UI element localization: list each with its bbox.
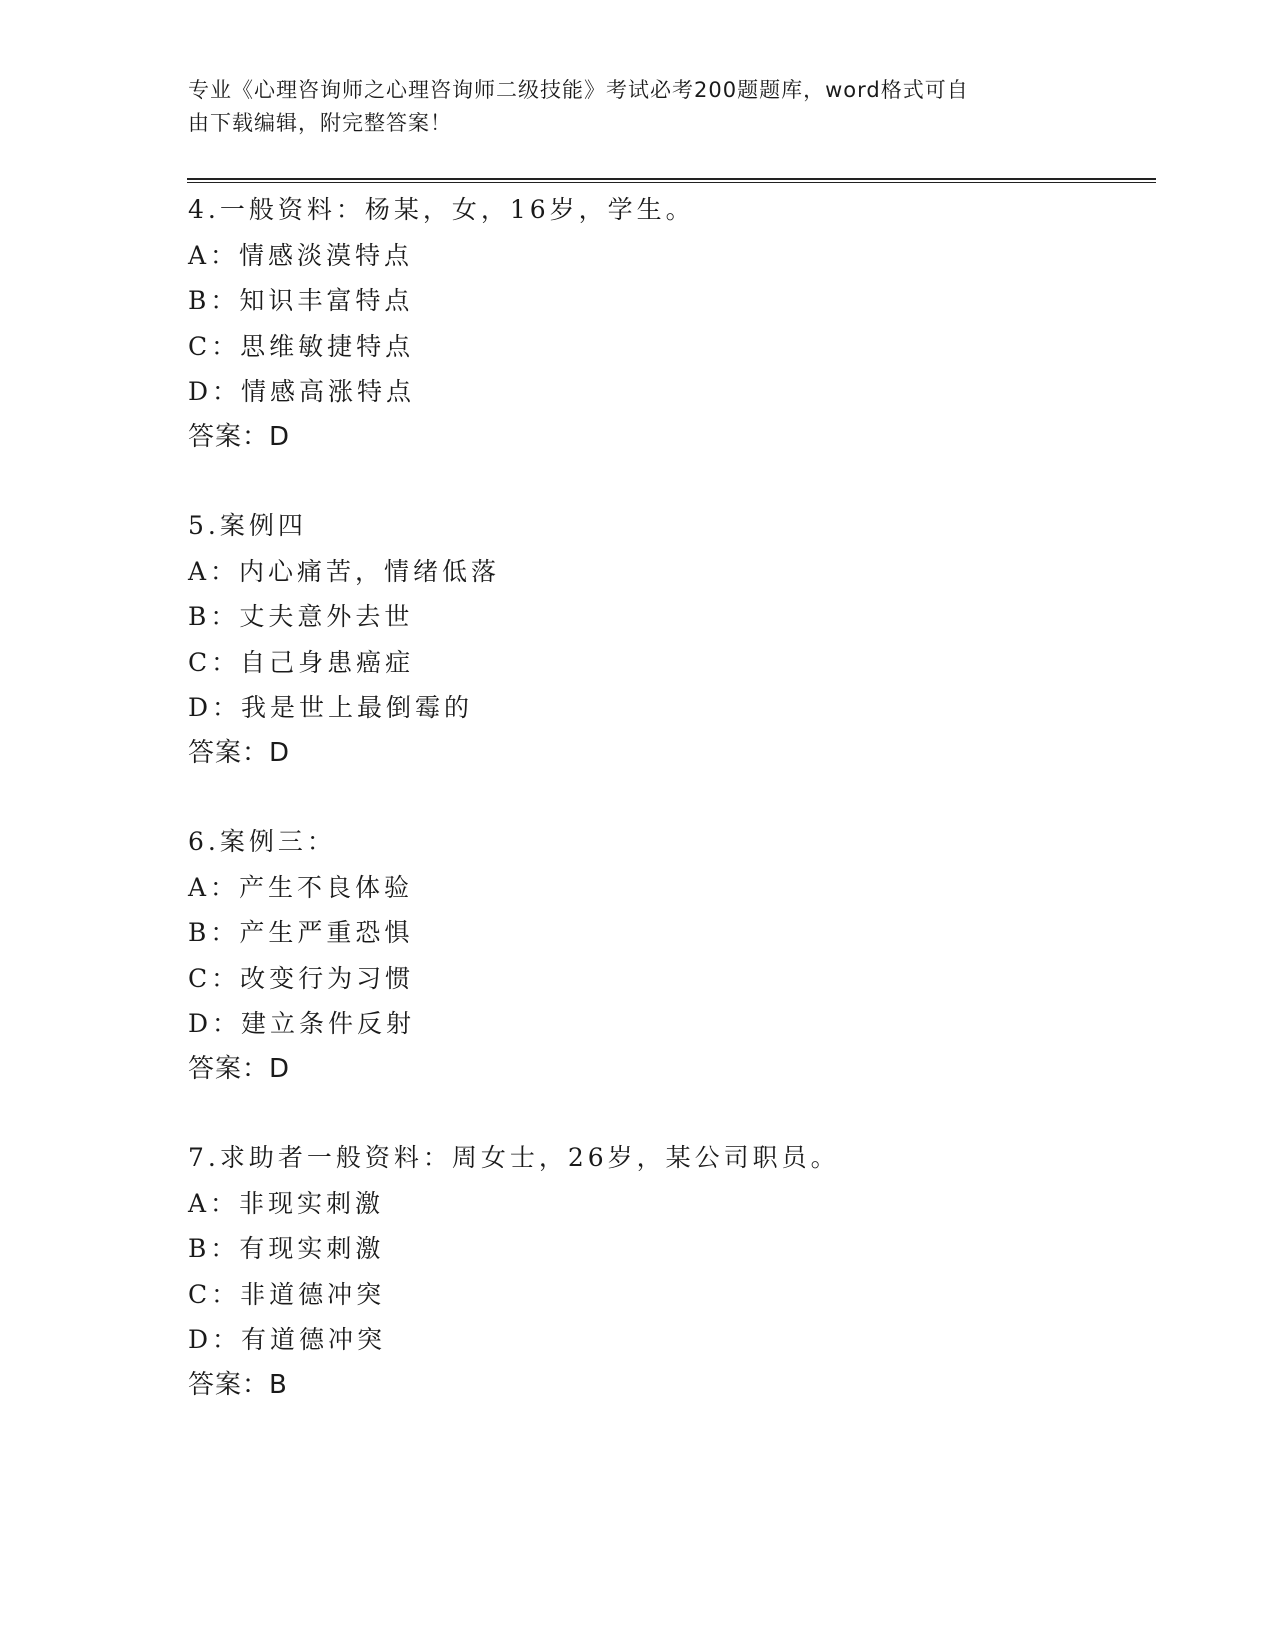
answer-line: 答案：B [188, 1369, 288, 1400]
answer-line: 答案：D [188, 1053, 291, 1084]
question-stem: 4.一般资料：杨某，女，16岁，学生。 [188, 195, 695, 224]
document-header [188, 74, 1088, 140]
option-b: B：有现实刺激 [188, 1234, 385, 1263]
option-a: A：非现实刺激 [188, 1188, 385, 1218]
question-stem: 5.案例四 [188, 511, 307, 540]
option-c: C：自己身患癌症 [188, 647, 415, 677]
header-divider [187, 178, 1156, 183]
header-line-2: 由下载编辑，附完整答案！ [188, 111, 452, 135]
question-stem: 6.案例三： [188, 827, 336, 856]
option-c: C：非道德冲突 [188, 1279, 386, 1309]
option-c: C：思维敏捷特点 [188, 331, 415, 361]
option-d: D：我是世上最倒霉的 [188, 693, 474, 722]
question-block-6 [188, 819, 1148, 1092]
answer-line: 答案：D [188, 737, 291, 768]
option-d: D：建立条件反射 [188, 1009, 416, 1038]
option-b: B：知识丰富特点 [188, 286, 414, 315]
option-d: D：有道德冲突 [188, 1325, 387, 1354]
option-b: B：产生严重恐惧 [188, 918, 414, 947]
option-c: C：改变行为习惯 [188, 963, 415, 993]
answer-line: 答案：D [188, 421, 291, 452]
option-a: A：内心痛苦，情绪低落 [188, 556, 501, 586]
question-block-4 [188, 187, 1148, 460]
option-d: D：情感高涨特点 [188, 377, 416, 406]
option-a: A：产生不良体验 [188, 872, 414, 902]
question-stem: 7.求助者一般资料：周女士，26岁，某公司职员。 [188, 1143, 840, 1172]
option-b: B：丈夫意外去世 [188, 602, 414, 631]
header-line-1: 专业《心理咨询师之心理咨询师二级技能》考试必考200题题库，word格式可自 [188, 78, 969, 102]
question-block-5 [188, 503, 1148, 776]
option-a: A：情感淡漠特点 [188, 240, 414, 270]
question-block-7 [188, 1135, 1148, 1408]
